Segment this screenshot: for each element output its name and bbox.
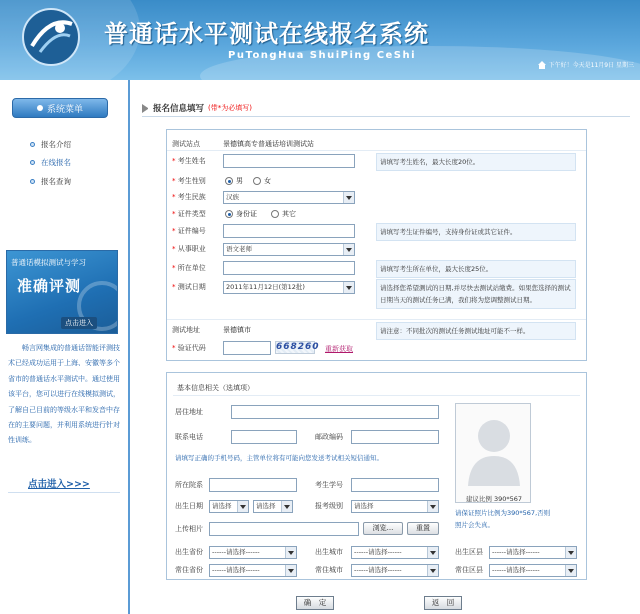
sidebar-item-label: 在线报名 xyxy=(41,158,71,167)
system-menu-header xyxy=(12,98,108,118)
back-button[interactable]: 返 回 xyxy=(424,596,462,610)
ethnic-select[interactable]: 汉族 xyxy=(223,191,355,204)
site-subtitle: PuTongHua ShuiPing CeShi xyxy=(228,50,417,61)
chevron-down-icon xyxy=(288,569,294,573)
birth-province-select[interactable]: ------请选择------ xyxy=(209,546,297,559)
required-note: (带*为必填写) xyxy=(208,104,252,112)
chevron-down-icon xyxy=(284,505,290,509)
phone-note: 请填写正确的手机号码，主管单位将有可能向您发送考试相关短信通知。 xyxy=(175,454,383,462)
banner-main-text: 准确评测 xyxy=(17,277,82,295)
test-date-select[interactable]: 2011年11月12日(第12批) xyxy=(223,281,355,294)
enter-link[interactable]: 点击进入>>> xyxy=(28,479,90,490)
home-icon[interactable] xyxy=(538,61,546,69)
browse-button[interactable]: 浏览... xyxy=(363,522,403,535)
idtype-label: * 证件类型 xyxy=(172,210,206,218)
menu-title-label: 系统菜单 xyxy=(46,104,83,115)
chevron-down-icon xyxy=(568,569,574,573)
greeting-text: 下午好！今天是11月9日 星期三 xyxy=(548,62,634,69)
idtype-other-radio[interactable]: 其它 xyxy=(271,208,296,220)
photo-note: 请保证照片比例为390*567,否则照片会失真。 xyxy=(455,509,551,529)
unit-label: * 所在单位 xyxy=(172,264,206,272)
sidebar-item-register[interactable] xyxy=(30,157,71,168)
divider xyxy=(8,492,120,493)
zip-label: 邮政编码 xyxy=(315,433,343,441)
home-addr-input[interactable] xyxy=(231,405,439,419)
sidebar-item-label: 报名介绍 xyxy=(41,140,71,149)
birth-month-select[interactable]: 请选择 xyxy=(253,500,293,513)
chevron-down-icon xyxy=(346,196,352,200)
submit-button[interactable]: 确 定 xyxy=(296,596,334,610)
psc-logo-icon xyxy=(20,6,82,68)
optional-info-form xyxy=(166,372,587,580)
bullet-icon xyxy=(30,142,35,147)
site-title: 普通话水平测试在线报名系统 xyxy=(104,20,429,48)
job-select[interactable]: 语文老师 xyxy=(223,243,355,256)
banner-top-text: 普通话模拟测试与学习 xyxy=(11,258,86,267)
birth-city-label: 出生城市 xyxy=(315,548,343,556)
idno-hint: 请填写考生证件编号，支持身份证或其它证件。 xyxy=(376,223,576,241)
sidebar-description: 畅言网集成的普通话智能评测技术已经成功运用于上海、安徽等多个省市的普通话水平测试中。通过使用该平台，您可以进行在线模拟测试，了解自己目前的等级水平和发音中存在的主要问题，并利用系统进行针对性训练。 xyxy=(8,344,120,445)
refresh-captcha-link[interactable]: 重新获取 xyxy=(325,345,353,353)
name-hint: 请填写考生姓名，最大长度20位。 xyxy=(376,153,576,171)
arrow-icon xyxy=(142,104,149,113)
header-greeting xyxy=(538,60,634,69)
chevron-down-icon xyxy=(430,551,436,555)
header-banner xyxy=(0,0,640,80)
captcha-input[interactable] xyxy=(223,341,271,355)
chevron-down-icon xyxy=(346,286,352,290)
radio-icon xyxy=(271,210,279,218)
date-hint: 请选择您希望测试的日期,并尽快去测试站缴费。如果您选择的测试日期当天的测试任务已满，我们将为您调整测试日期。 xyxy=(376,279,576,309)
chevron-down-icon xyxy=(240,505,246,509)
divider xyxy=(173,395,580,396)
bullet-icon xyxy=(30,160,35,165)
birth-district-select[interactable]: ------请选择------ xyxy=(489,546,577,559)
ethnic-label: * 考生民族 xyxy=(172,193,206,201)
sidebar-divider xyxy=(128,80,130,614)
birth-label: 出生日期 xyxy=(175,502,203,510)
optional-title: 基本信息相关（选填项） xyxy=(177,384,254,392)
level-select[interactable]: 请选择 xyxy=(351,500,439,513)
site-label: 测试站点 xyxy=(172,140,200,148)
site-value: 景德镇高专普通话培训测试站 xyxy=(223,140,314,148)
radio-icon xyxy=(253,177,261,185)
gender-male-radio[interactable]: 男 xyxy=(225,175,243,187)
code-label: * 验证代码 xyxy=(172,344,206,352)
unit-hint: 请填写考生所在单位，最大长度25位。 xyxy=(376,260,576,278)
birth-province-label: 出生省份 xyxy=(175,548,203,556)
banner-cta-button[interactable]: 点击进入 xyxy=(61,317,97,329)
registration-form xyxy=(166,129,587,361)
title-divider xyxy=(142,116,630,117)
phone-label: 联系电话 xyxy=(175,433,203,441)
birth-city-select[interactable]: ------请选择------ xyxy=(351,546,439,559)
addr-hint: 请注意：不同批次的测试任务测试地址可能不一样。 xyxy=(376,322,576,340)
gender-female-radio[interactable]: 女 xyxy=(253,175,271,187)
captcha-image: 668260 xyxy=(276,342,320,352)
idno-input[interactable] xyxy=(223,224,355,238)
chevron-down-icon xyxy=(346,248,352,252)
chevron-down-icon xyxy=(288,551,294,555)
addr-label: 测试地址 xyxy=(172,326,200,334)
job-label: * 从事职业 xyxy=(172,245,206,253)
res-district-label: 常住区县 xyxy=(455,566,483,574)
level-label: 报考级别 xyxy=(315,502,343,510)
reset-button[interactable]: 重置 xyxy=(407,522,439,535)
name-input[interactable] xyxy=(223,154,355,168)
mock-test-banner[interactable] xyxy=(6,250,118,334)
avatar-icon xyxy=(456,404,532,494)
page-title-text: 报名信息填写 xyxy=(153,104,205,114)
radio-selected-icon xyxy=(225,210,233,218)
sidebar-item-query[interactable] xyxy=(30,176,71,187)
idno-label: * 证件编号 xyxy=(172,227,206,235)
upload-label: 上传相片 xyxy=(175,525,203,533)
phone-input[interactable] xyxy=(231,430,297,444)
bullet-icon xyxy=(30,179,35,184)
birth-year-select[interactable]: 请选择 xyxy=(209,500,249,513)
unit-input[interactable] xyxy=(223,261,355,275)
res-district-select[interactable]: ------请选择------ xyxy=(489,564,577,577)
sidebar-item-intro[interactable] xyxy=(30,139,71,150)
name-label: * 考生姓名 xyxy=(172,157,206,165)
dept-input[interactable] xyxy=(209,478,297,492)
idtype-idcard-radio[interactable]: 身份证 xyxy=(225,208,257,220)
student-no-label: 考生学号 xyxy=(315,481,343,489)
res-province-select[interactable]: ------请选择------ xyxy=(209,564,297,577)
chevron-down-icon xyxy=(568,551,574,555)
radio-selected-icon xyxy=(225,177,233,185)
menu-dot-icon xyxy=(37,105,43,111)
photo-caption: 建议比例 390*567 xyxy=(465,495,523,503)
chevron-down-icon xyxy=(430,505,436,509)
res-city-label: 常住城市 xyxy=(315,566,343,574)
addr-value: 景德镇市 xyxy=(223,326,251,334)
photo-placeholder xyxy=(455,403,531,503)
divider xyxy=(167,319,586,320)
dept-label: 所在院系 xyxy=(175,481,203,489)
date-label: * 测试日期 xyxy=(172,283,206,291)
upload-path-input[interactable] xyxy=(209,522,359,536)
res-city-select[interactable]: ------请选择------ xyxy=(351,564,439,577)
home-addr-label: 居住地址 xyxy=(175,408,203,416)
birth-district-label: 出生区县 xyxy=(455,548,483,556)
sidebar-item-label: 报名查询 xyxy=(41,177,71,186)
gender-label: * 考生性别 xyxy=(172,177,206,185)
chevron-down-icon xyxy=(430,569,436,573)
zip-input[interactable] xyxy=(351,430,439,444)
page-title xyxy=(142,102,252,114)
student-no-input[interactable] xyxy=(351,478,439,492)
res-province-label: 常住省份 xyxy=(175,566,203,574)
divider xyxy=(167,150,586,151)
